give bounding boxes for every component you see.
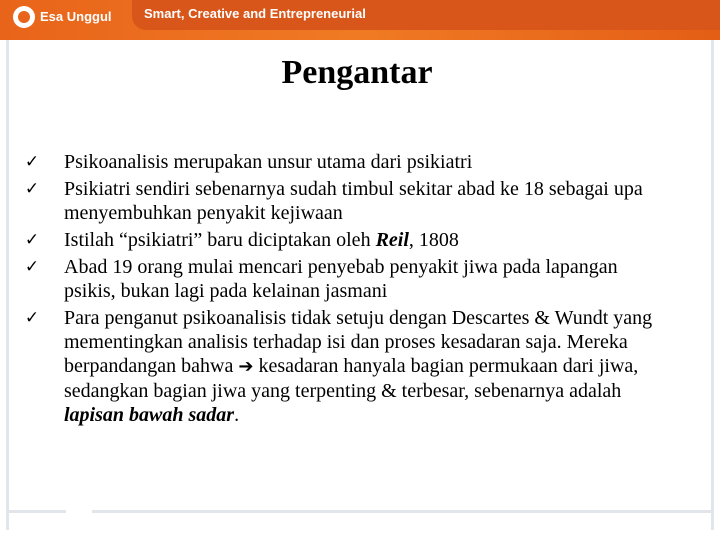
footer-rule [92, 510, 714, 513]
bullet-emphasis: lapisan bawah sadar [64, 404, 235, 426]
bullet-text-after: , 1808 [408, 229, 459, 251]
slide-title: Pengantar [281, 54, 433, 91]
logo-text: Esa Unggul [40, 9, 112, 24]
bullet-item [22, 306, 672, 427]
bullet-text-before: Para penganut psikoanalisis tidak setuju dengan Descartes & Wundt yang mementingkan analisis terhadap isi dan proses kesadaran saja. Mereka berpandangan bahwa [64, 307, 653, 377]
check-icon: ✓ [24, 308, 40, 328]
bullet-item [22, 177, 672, 225]
check-icon: ✓ [24, 230, 40, 250]
bullet-text: Psikiatri sendiri sebenarnya sudah timbul sekitar abad ke 18 sebagai upa menyembuhkan penyakit kejiwaan [64, 178, 643, 224]
bullet-text-middle: kesadaran hanyala bagian permukaan dari jiwa, sedangkan bagian jiwa yang terpenting & terbesar, sebenarnya adalah [64, 355, 639, 402]
bullet-text: Abad 19 orang mulai mencari penyebab penyakit jiwa pada lapangan psikis, bukan lagi pada kelainan jasmani [64, 256, 618, 302]
check-icon: ✓ [24, 179, 40, 199]
logo-icon [13, 6, 35, 28]
check-icon: ✓ [24, 257, 40, 277]
bullet-text-after: . [234, 404, 240, 426]
footer-rule-left [6, 510, 66, 513]
bullet-emphasis: Reil [375, 229, 409, 251]
bullet-item [22, 150, 672, 174]
check-icon: ✓ [24, 152, 40, 172]
bullet-list [22, 150, 672, 430]
header-bar [0, 0, 720, 40]
bullet-text: Psikoanalisis merupakan unsur utama dari psikiatri [64, 151, 473, 173]
tagline-box [132, 0, 720, 30]
arrow-right-icon: ➔ [238, 356, 254, 377]
bullet-item [22, 255, 672, 303]
tagline: Smart, Creative and Entrepreneurial [144, 6, 366, 21]
bullet-item [22, 228, 672, 252]
bullet-text-before: Istilah “psikiatri” baru diciptakan oleh [64, 229, 376, 251]
